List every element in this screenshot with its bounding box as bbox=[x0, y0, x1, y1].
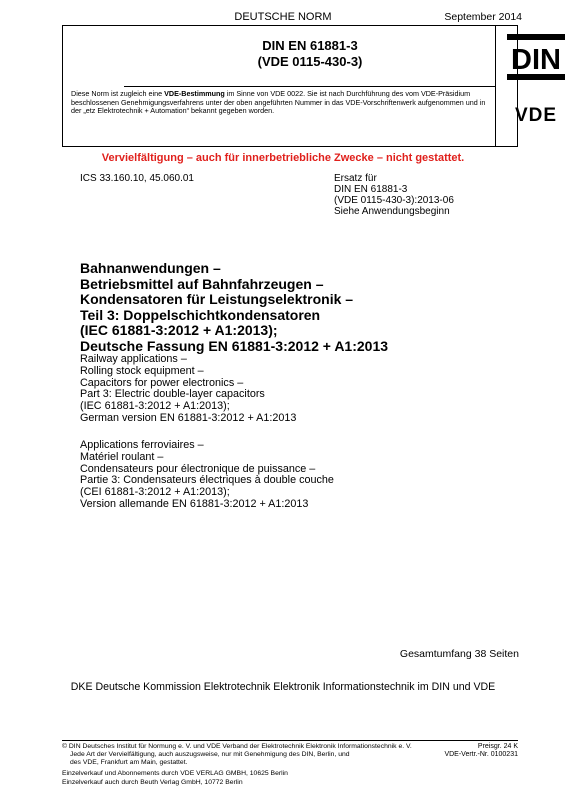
title-line: German version EN 61881-3:2012 + A1:2013 bbox=[80, 411, 297, 424]
divider bbox=[124, 86, 495, 87]
price-group: Preisgr. 24 K bbox=[477, 743, 518, 750]
price-info bbox=[444, 743, 518, 759]
vde-logo bbox=[507, 105, 565, 123]
copyright-line: Jede Art der Vervielfältigung, auch auszugsweise, nur mit Genehmigung des DIN, Berlin, und bbox=[70, 751, 350, 759]
title-line: Railway applications – bbox=[80, 353, 187, 365]
distribution-line: Einzelverkauf und Abonnements durch VDE VERLAG GMBH, 10625 Berlin bbox=[62, 770, 288, 777]
header-box bbox=[62, 25, 561, 147]
copyright-notice bbox=[62, 743, 432, 768]
title-french bbox=[80, 440, 520, 511]
title-line: Rolling stock equipment – bbox=[80, 364, 204, 377]
title-line: Capacitors for power electronics – bbox=[80, 376, 244, 389]
title-line: Kondensatoren für Leistungselektronik – bbox=[80, 291, 354, 308]
title-line: (IEC 61881-3:2012 + A1:2013); bbox=[80, 322, 278, 339]
footer-divider bbox=[62, 740, 518, 741]
title-line: Betriebsmittel auf Bahnfahrzeugen – bbox=[80, 275, 324, 292]
title-line: Bahnanwendungen – bbox=[80, 260, 221, 276]
notice-text: im Sinne von VDE 0022. Sie ist nach Durchführung des vom VDE-Präsidium beschlossenen Genehmigungsverfahrens unter der oben angeführten Nummer in das VDE-Vorschriftenwerk aufgenommen und in der „etz Elektrotechnik + Automation“ bekannt gegeben worden. bbox=[71, 89, 486, 116]
ics-codes: ICS 33.160.10, 45.060.01 bbox=[80, 173, 194, 184]
title-line: Teil 3: Doppelschichtkondensatoren bbox=[80, 306, 321, 323]
title-line: (CEI 61881-3:2012 + A1:2013); bbox=[80, 486, 230, 499]
distribution-line: Einzelverkauf auch durch Beuth Verlag GmbH, 10772 Berlin bbox=[62, 779, 243, 786]
start-of-application-note: Siehe Anwendungsbeginn bbox=[334, 206, 450, 217]
replaced-vde-number: (VDE 0115-430-3):2013-06 bbox=[334, 195, 454, 206]
title-line: Condensateurs pour électronique de puissance – bbox=[80, 462, 316, 475]
dke-committee: DKE Deutsche Kommission Elektrotechnik Elektronik Informationstechnik im DIN und VDE bbox=[70, 681, 496, 693]
title-line: (IEC 61881-3:2012 + A1:2013); bbox=[80, 400, 230, 413]
replaced-standard: DIN EN 61881-3 bbox=[334, 184, 408, 195]
vde-classification: (VDE 0115-430-3) bbox=[257, 54, 363, 69]
total-pages: Gesamtumfang 38 Seiten bbox=[399, 648, 519, 660]
replacement-label: Ersatz für bbox=[334, 173, 377, 184]
document-identifier bbox=[125, 38, 495, 70]
title-line: Version allemande EN 61881-3:2012 + A1:2013 bbox=[80, 497, 309, 510]
title-german bbox=[80, 261, 500, 355]
title-english bbox=[80, 354, 500, 425]
title-line: Deutsche Fassung EN 61881-3:2012 + A1:2013 bbox=[80, 337, 389, 354]
publication-date: September 2014 bbox=[444, 11, 522, 23]
din-logo-text: DIN bbox=[511, 44, 561, 76]
title-line: Applications ferroviaires – bbox=[80, 439, 204, 451]
notice-bold-text: VDE-Bestimmung bbox=[164, 89, 225, 98]
din-logo bbox=[506, 33, 566, 81]
standard-type-header: DEUTSCHE NORM bbox=[234, 11, 332, 23]
copyright-line: © DIN Deutsches Institut für Normung e. V. und VDE Verband der Elektrotechnik Elektronik Informationstechnik e. V. bbox=[62, 743, 412, 750]
notice-text: Diese Norm ist zugleich eine bbox=[71, 89, 165, 98]
divider bbox=[495, 26, 496, 146]
title-line: Part 3: Electric double-layer capacitors bbox=[80, 388, 265, 401]
vde-regulation-notice bbox=[71, 90, 491, 116]
copyright-line: des VDE, Frankfurt am Main, gestattet. bbox=[70, 759, 188, 767]
reproduction-warning: Vervielfältigung – auch für innerbetriebliche Zwecke – nicht gestattet. bbox=[101, 152, 465, 164]
distribution-number: VDE-Vertr.-Nr. 0100231 bbox=[444, 751, 518, 759]
title-line: Matériel roulant – bbox=[80, 450, 164, 463]
title-line: Partie 3: Condensateurs électriques à double couche bbox=[80, 474, 334, 487]
replacement-info bbox=[334, 173, 454, 217]
vde-logo-text: VDE bbox=[514, 105, 558, 123]
document-number: DIN EN 61881-3 bbox=[262, 38, 358, 53]
